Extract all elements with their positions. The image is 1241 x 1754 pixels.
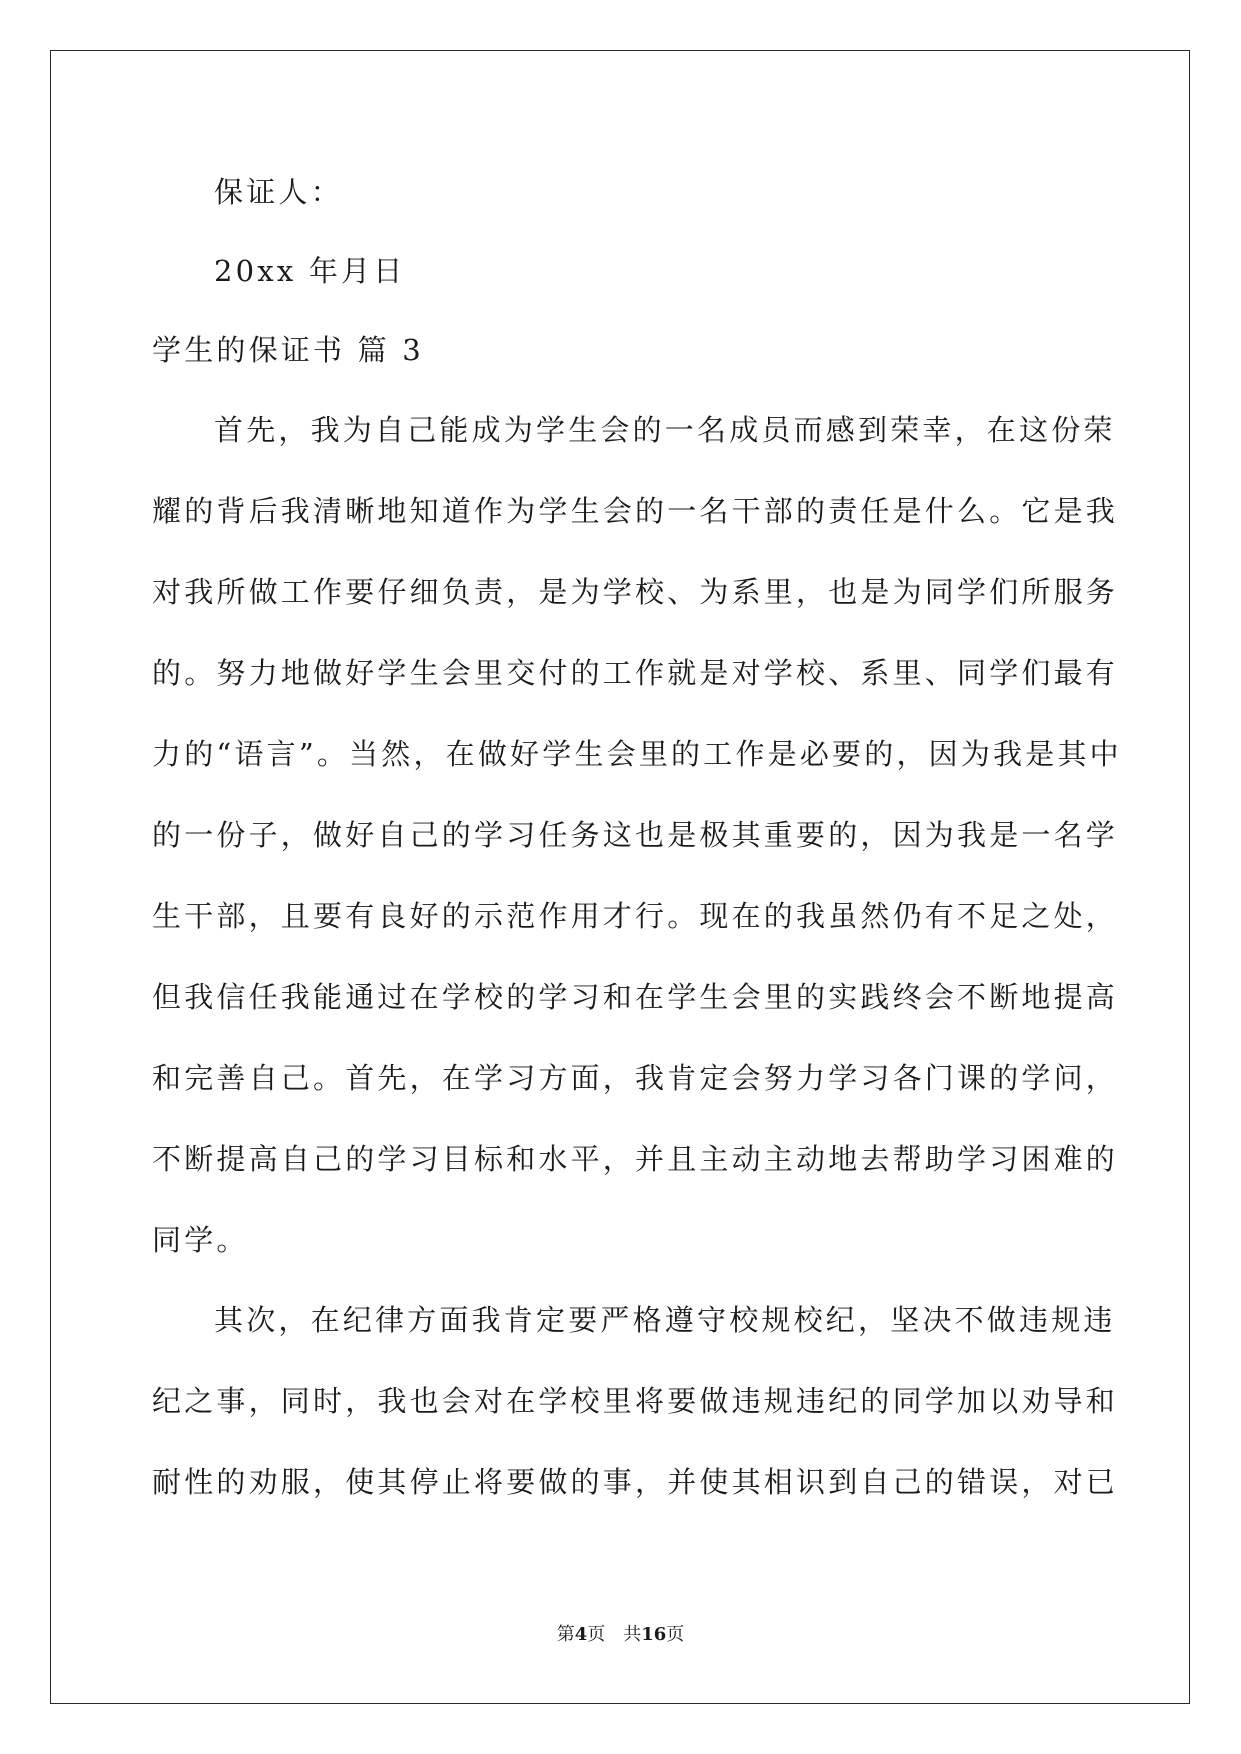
date-line: 20xx 年月日	[214, 254, 406, 288]
paragraph-line: 耐性的劝服，使其停止将要做的事，并使其相识到自己的错误，对已	[152, 1465, 1119, 1499]
page-current-number: 4	[574, 1624, 588, 1645]
page-mid: 页 共	[587, 1624, 642, 1645]
paragraph-line: 但我信任我能通过在学校的学习和在学生会里的实践终会不断地提高	[152, 980, 1119, 1014]
paragraph-line: 不断提高自己的学习目标和水平，并且主动主动地去帮助学习困难的	[152, 1142, 1119, 1176]
paragraph-line: 其次，在纪律方面我肯定要严格遵守校规校纪，坚决不做违规违	[214, 1303, 1116, 1337]
page-footer	[0, 1623, 1241, 1647]
paragraph-line: 生干部，且要有良好的示范作用才行。现在的我虽然仍有不足之处，	[152, 899, 1119, 933]
paragraph-line: 耀的背后我清晰地知道作为学生会的一名干部的责任是什么。它是我	[152, 494, 1119, 528]
paragraph-line: 同学。	[152, 1223, 249, 1257]
paragraph-line: 首先，我为自己能成为学生会的一名成员而感到荣幸，在这份荣	[214, 413, 1116, 447]
page-suffix: 页	[666, 1624, 685, 1645]
guarantor-line: 保证人：	[214, 175, 343, 209]
paragraph-line: 纪之事，同时，我也会对在学校里将要做违规违纪的同学加以劝导和	[152, 1384, 1119, 1418]
paragraph-line: 的一份子，做好自己的学习任务这也是极其重要的，因为我是一名学	[152, 818, 1119, 852]
page-prefix: 第	[556, 1624, 575, 1645]
paragraph-line: 力的“语言”。当然，在做好学生会里的工作是必要的，因为我是其中	[152, 737, 1122, 771]
paragraph-line: 对我所做工作要仔细负责，是为学校、为系里，也是为同学们所服务	[152, 575, 1119, 609]
document-body	[152, 165, 1122, 1536]
paragraph-line: 的。努力地做好学生会里交付的工作就是对学校、系里、同学们最有	[152, 656, 1119, 690]
page-total-number: 16	[641, 1624, 667, 1645]
section-heading: 学生的保证书 篇 3	[152, 333, 424, 367]
paragraph-line: 和完善自己。首先，在学习方面，我肯定会努力学习各门课的学问，	[152, 1061, 1119, 1095]
